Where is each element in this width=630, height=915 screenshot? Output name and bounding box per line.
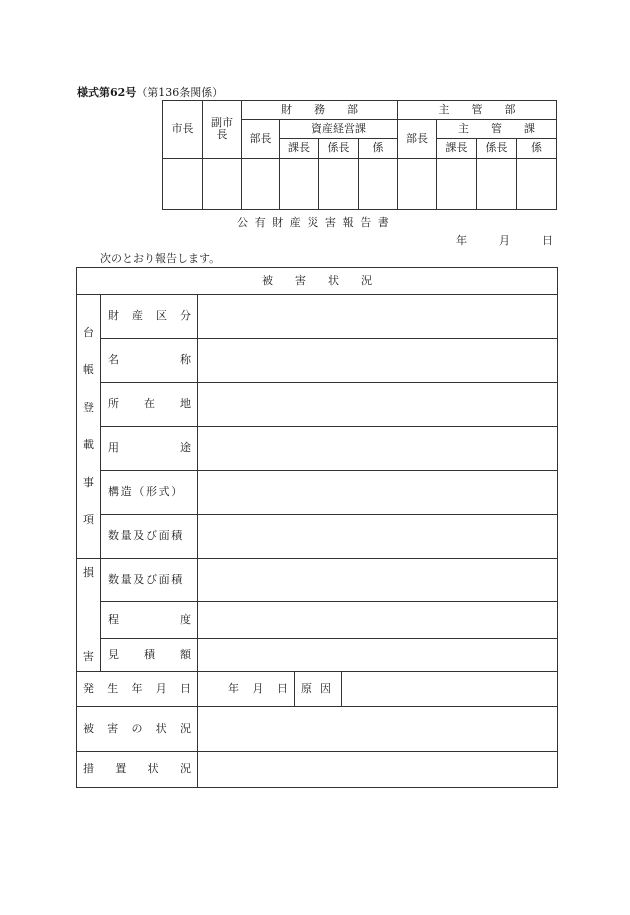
form-reference: （第136条関係）: [136, 86, 224, 99]
finance-dept-head: 部長: [242, 120, 280, 158]
asset-section-head: 課長: [280, 139, 319, 158]
stamp-cell[interactable]: [280, 158, 319, 209]
stamp-cell[interactable]: [398, 158, 437, 209]
measures-field[interactable]: [198, 752, 558, 788]
quantity-area-label: 数量及び面積: [101, 515, 198, 559]
damage-quantity-field[interactable]: [198, 559, 558, 602]
occurrence-date-field[interactable]: 年 月 日: [198, 672, 295, 707]
finance-dept-header: 財 務 部: [242, 101, 398, 120]
damage-quantity-label: 数量及び面積: [101, 559, 198, 602]
main-dept-header: 主 管 部: [398, 101, 557, 120]
damage-status-heading: 被 害 状 況: [77, 268, 558, 295]
usage-field[interactable]: [198, 427, 558, 471]
form-number: 様式第62号: [77, 86, 137, 99]
main-section-header: 主 管 課: [437, 120, 557, 139]
vice-mayor-header: 副市長: [203, 101, 242, 159]
name-label: 名 称: [101, 339, 198, 383]
degree-label: 程 度: [101, 602, 198, 639]
date-month: 月: [499, 234, 510, 247]
main-dept-head: 部長: [398, 120, 437, 158]
stamp-cell[interactable]: [477, 158, 517, 209]
ledger-group-label: 台 帳 登 載 事 項: [77, 295, 101, 559]
stamp-cell[interactable]: [359, 158, 398, 209]
damage-state-field[interactable]: [198, 707, 558, 752]
damage-state-label: 被 害 の 状 況: [77, 707, 198, 752]
date-year: 年: [456, 234, 467, 247]
stamp-cell[interactable]: [163, 158, 203, 209]
form-header: [77, 84, 223, 100]
approval-stamp-table: [162, 100, 557, 210]
main-chief: 係長: [477, 139, 517, 158]
main-staff: 係: [517, 139, 557, 158]
damage-group-label: 損 害: [77, 559, 101, 672]
asset-chief: 係長: [319, 139, 359, 158]
document-title: 公有財産災害報告書: [237, 216, 396, 229]
cause-label: 原 因: [295, 672, 342, 707]
asset-section-header: 資産経営課: [280, 120, 398, 139]
asset-staff: 係: [359, 139, 398, 158]
name-field[interactable]: [198, 339, 558, 383]
estimate-label: 見 積 額: [101, 639, 198, 672]
stamp-cell[interactable]: [517, 158, 557, 209]
usage-label: 用 途: [101, 427, 198, 471]
structure-field[interactable]: [198, 471, 558, 515]
main-section-head: 課長: [437, 139, 477, 158]
intro-text: 次のとおり報告します。: [100, 252, 221, 265]
report-date: [456, 232, 553, 248]
property-category-field[interactable]: [198, 295, 558, 339]
cause-field[interactable]: [342, 672, 558, 707]
mayor-header: 市長: [163, 101, 203, 159]
quantity-area-field[interactable]: [198, 515, 558, 559]
estimate-field[interactable]: [198, 639, 558, 672]
stamp-cell[interactable]: [242, 158, 280, 209]
stamp-cell[interactable]: [319, 158, 359, 209]
stamp-cell[interactable]: [437, 158, 477, 209]
structure-label: 構造（形式）: [101, 471, 198, 515]
occurrence-date-label: 発 生 年 月 日: [77, 672, 198, 707]
measures-label: 措 置 状 況: [77, 752, 198, 788]
degree-field[interactable]: [198, 602, 558, 639]
stamp-cell[interactable]: [203, 158, 242, 209]
damage-report-table: [76, 267, 558, 788]
location-label: 所 在 地: [101, 383, 198, 427]
property-category-label: 財 産 区 分: [101, 295, 198, 339]
date-day: 日: [542, 234, 553, 247]
location-field[interactable]: [198, 383, 558, 427]
